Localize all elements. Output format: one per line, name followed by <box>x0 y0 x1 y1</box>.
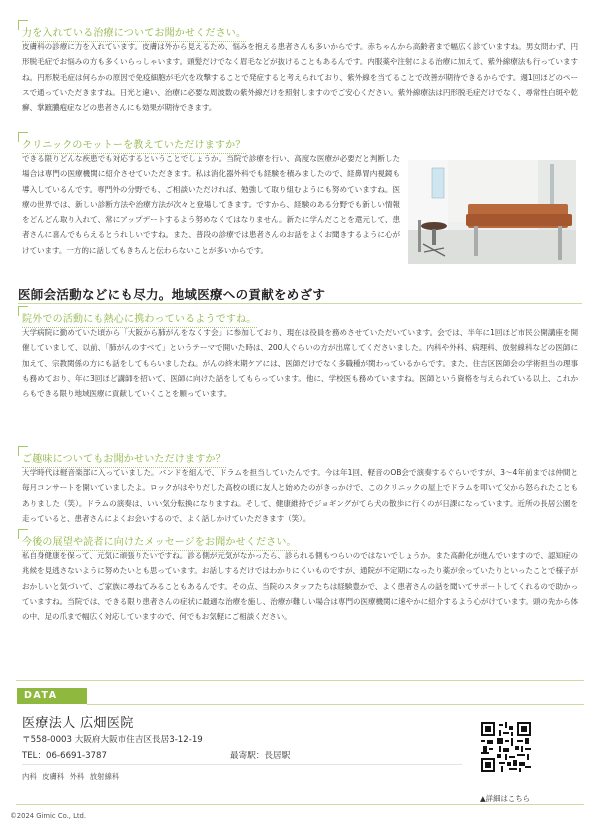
nearest-station: 最寄駅：長居駅 <box>230 751 291 761</box>
data-box-label: DATA <box>17 688 87 704</box>
answer-message: 私自身健康を保って、元気に頑張りたいですね。診る側が元気がなかったら、診られる側もつらいのではないでしょうか。また高齢化が進んでいますので、認知症の兆候を見逃さないように努めたいとも思っています。お話しするだけではわかりにくいものですが、通院が不定期になったり薬が余っていたりといったことで様子がおかしいと気づいて、ご家族に尋ねてみることもあるんです。その点、当院のスタッフたちは経験豊かで、よく患者さんの話を聞いてサポートしてくれるので助かっていますね。当院では、できる限り患者さんの症状に最適な治療を施し、治療が難しい場合は専門の医療機関に速やかに紹介するよう心がけています。頭の先から体の中、足の爪まで幅広く対応していますので、何でもお気軽にご相談ください。 <box>22 551 578 622</box>
question-title-hobby: ご趣味についてもお聞かせいただけますか？ <box>22 450 226 468</box>
qr-caption[interactable]: ▲詳細はこちら <box>480 794 531 803</box>
question-title-motto: クリニックのモットーを教えていただけますか？ <box>22 136 246 154</box>
section-heading-divider <box>18 303 582 304</box>
data-box-divider <box>22 764 462 765</box>
section-heading-community: 医師会活動などにも尽力。地域医療への貢献をめざす <box>18 287 326 302</box>
question-title-community: 院外での活動にも熱心に携わっているようですね。 <box>22 310 257 328</box>
answer-hobby: 大学時代は軽音楽部に入っていました。バンドを組んで、ドラムを担当していたんです。今は年1回、軽音のOB会で演奏するぐらいですが、3〜4年前までは仲間と毎月コンサートを開いていましたよ。ロックがはやりだした高校の頃に友人と始めたのがきっかけで、このクリニックの屋上でドラムを叩いて父から怒られたこともありました（笑）。ドラムの演奏は、いい気分転換になりますね。そして、健康維持でジョギングがてら犬の散歩に行くのが日課になっています。近所の長居公園を走っていると、患者さんによくお会いするので、よく話しかけていただきます（笑）。 <box>22 468 578 523</box>
clinic-name: 医療法人 広畑医院 <box>22 716 134 731</box>
clinic-address: 〒558-0003 大阪府大阪市住吉区長居3-12-19 <box>22 735 203 745</box>
clinic-phone: TEL：06-6691-3787 <box>22 751 107 761</box>
data-box-rule <box>87 704 584 705</box>
answer-treatment: 皮膚科の診療に力を入れています。皮膚は外から見えるため、悩みを抱える患者さんも多いからです。赤ちゃんから高齢者まで幅広く診ていますね。男女問わず、円形脱毛症でお悩みの方も多くいらっしゃいます。頭髪だけでなく眉毛などが抜けることもあるんです。内服薬や注射による治療に加えて、紫外線療法も行っていますね。円形脱毛症は何らかの原因で免疫細胞が毛穴を攻撃することで発症すると考えられており、紫外線を当てることで改善が期待できるからです。週1回ほどのペースで通っていただきますね。日光と違い、治療に必要な周波数の紫外線だけを照射しますのでご安心ください。紫外線療法は円形脱毛症だけでなく、尋常性白斑や乾癬、掌蹠膿疱症などの患者さんにも効果が期待できます。 <box>22 42 578 113</box>
copyright-notice: ©2024 Gimic Co., Ltd. <box>10 812 87 820</box>
clinic-departments: 内科 皮膚科 外科 放射線科 <box>22 772 120 781</box>
answer-community: 大学病院に勤めていた頃から「大阪から肺がんをなくす会」に参加しており、現在は役員を務めさせていただいています。会では、半年に1回ほど市民公開講座を開催していまして、以前、「肺がんのすべて」というテーマで開いた時は、200人ぐらいの方が出席してくださいました。内科や外科、病理科、放射線科などの医師に加えて、宗教関係の方にも話をしてもらいましたね。がんの終末期ケアには、医師だけでなく多職種が関わっているからです。また、住吉区医師会の学術担当の理事も務めており、年に3回ほど講師を招いて、医師に向けた話をしてもらっています。他に、学校医も務めていますね。医師という資格を与えられている以上、これからもできる限り地域医療に貢献していくことを願っています。 <box>22 328 578 399</box>
answer-motto: できる限りどんな疾患でも対応するということでしょうか。当院で診療を行い、高度な医療が必要だと判断した場合は専門の医療機関に紹介させていただきます。私は消化器外科でも経験を積みましたので、経鼻胃内視鏡も導入しているんです。専門外の分野でも、ご相談いただければ、勉強して取り組むようにも努めていますね。医療の世界では、新しい診断方法や治療方法が次々と登場してきます。ですから、経験のある分野でも新しい情報をどんどん取り入れて、常にアップデートするよう努めなくてはなりません。新たに学んだことを還元して、患者さんに喜んでもらえるとうれしいですね。また、普段の診療では患者さんのお話をよくお聞きするように心がけています。一方的に話してもきちんと伝わらないことが多いからです。 <box>22 154 400 255</box>
qr-code-icon[interactable] <box>481 722 531 772</box>
exam-room-illustration <box>408 160 576 264</box>
question-title-message: 今後の展望や読者に向けたメッセージをお聞かせください。 <box>22 533 297 551</box>
question-title-treatment: 力を入れている治療についてお聞かせください。 <box>22 24 246 42</box>
clinic-exam-room-photo <box>408 160 576 264</box>
